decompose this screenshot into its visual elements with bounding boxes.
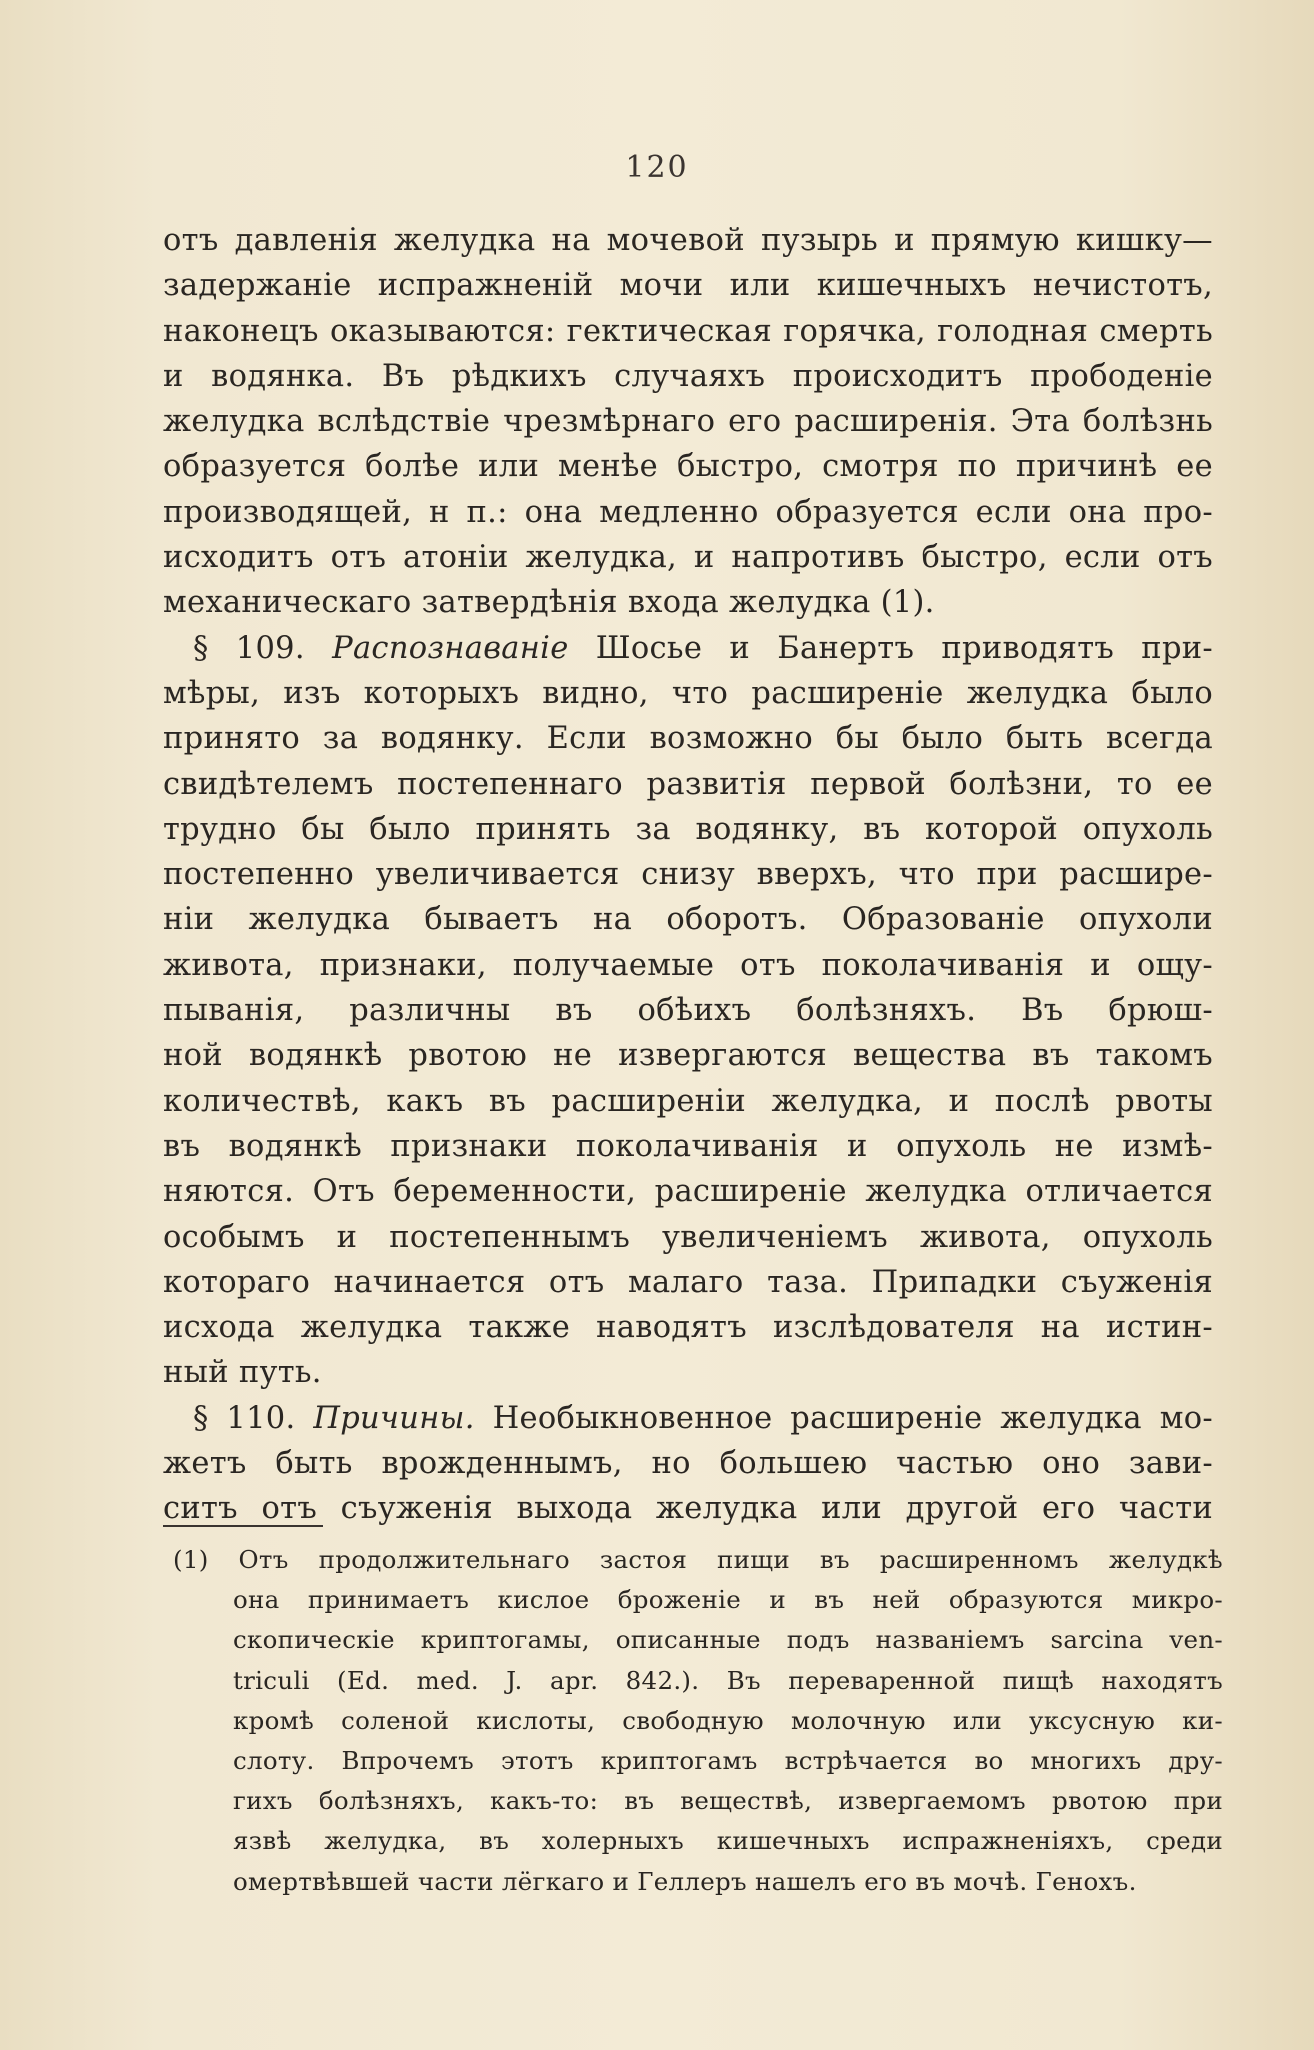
text-line: особымъ и постепеннымъ увеличеніемъ живота, опухоль <box>163 1219 1213 1255</box>
section-heading: Причины. <box>313 1400 475 1436</box>
text-line: няются. Отъ беременности, расширеніе желудка отличается <box>163 1174 1213 1210</box>
footnote-line: скопическіе криптогамы, описанные подъ названіемъ sarcina ven- <box>233 1625 1223 1655</box>
paragraph-109 <box>163 626 1213 1396</box>
footnote <box>163 1540 1223 1902</box>
text-line: отъ давленія желудка на мочевой пузырь и прямую кишку— <box>163 223 1213 258</box>
footnote-line: triculi (Ed. med. J. apr. 842.). Въ переваренной пищѣ находятъ <box>233 1665 1223 1695</box>
text-line: количествѣ, какъ въ расширеніи желудка, и послѣ рвоты <box>163 1083 1213 1119</box>
text-line: жетъ быть врожденнымъ, но большею частью оно зави- <box>163 1446 1213 1482</box>
text-line: пыванія, различны въ обѣихъ болѣзняхъ. Въ брюш- <box>163 993 1213 1029</box>
text-line: ной водянкѣ рвотою не извергаются вещества въ такомъ <box>163 1038 1213 1074</box>
text-line: живота, признаки, получаемые отъ поколачиванія и ощу- <box>163 947 1213 983</box>
section-heading: Распознаваніе <box>332 630 569 666</box>
text-line: Необыкновенное расширеніе желудка мо- <box>474 1400 1213 1436</box>
text-line: исходитъ отъ атоніи желудка, и напротивъ быстро, если отъ <box>163 540 1213 576</box>
text-line: котораго начинается отъ малаго таза. Припадки съуженія <box>163 1264 1213 1300</box>
text-line-with-heading <box>163 626 1213 671</box>
footnote-line: омертвѣвшей части лёгкаго и Геллеръ нашелъ его въ мочѣ. Генохъ. <box>233 1866 1137 1896</box>
text-line: Шосье и Банертъ приводятъ при- <box>568 630 1213 666</box>
footnote-divider <box>163 1525 323 1527</box>
text-line: принято за водянку. Если возможно бы было быть всегда <box>163 721 1213 757</box>
footnote-line: слоту. Впрочемъ этотъ криптогамъ встрѣчается во многихъ дру- <box>233 1745 1223 1775</box>
text-line: въ водянкѣ признаки поколачиванія и опухоль не измѣ- <box>163 1128 1213 1164</box>
text-line: наконецъ оказываются: гектическая горячка, голодная смерть <box>163 313 1213 349</box>
text-line: задержаніе испражненій мочи или кишечныхъ нечистотъ, <box>163 268 1213 304</box>
text-line: ный путь. <box>163 1355 322 1391</box>
footnote-line: гихъ болѣзняхъ, какъ-то: въ веществѣ, извергаемомъ рвотою при <box>233 1786 1223 1816</box>
section-mark: § 110. <box>193 1400 314 1436</box>
text-line: постепенно увеличивается снизу вверхъ, что при расшире- <box>163 857 1213 893</box>
paragraph-1 <box>163 218 1213 626</box>
text-line-with-heading <box>163 1396 1213 1441</box>
page-number: 120 <box>625 150 689 185</box>
text-line: мѣры, изъ которыхъ видно, что расширеніе желудка было <box>163 675 1213 711</box>
footnote-line: она принимаетъ кислое броженіе и въ ней образуются микро- <box>233 1585 1223 1615</box>
footnote-line: язвѣ желудка, въ холерныхъ кишечныхъ испражненіяхъ, среди <box>233 1826 1223 1856</box>
text-line: свидѣтелемъ постепеннаго развитія первой болѣзни, то ее <box>163 766 1213 802</box>
paragraph-110 <box>163 1396 1213 1532</box>
text-line: трудно бы было принять за водянку, въ которой опухоль <box>163 811 1213 847</box>
text-line: исхода желудка также наводятъ изслѣдователя на истин- <box>163 1310 1213 1346</box>
section-mark: § 109. <box>193 630 333 666</box>
text-line: механическаго затвердѣнія входа желудка (1). <box>163 585 935 621</box>
footnote-line: (1) Отъ продолжительнаго застоя пищи въ расширенномъ желудкѣ <box>173 1545 1223 1574</box>
text-line: образуется болѣе или менѣе быстро, смотря по причинѣ ее <box>163 449 1213 485</box>
text-line: желудка вслѣдствіе чрезмѣрнаго его расширенія. Эта болѣзнь <box>163 404 1213 440</box>
text-line: и водянка. Въ рѣдкихъ случаяхъ происходитъ прободеніе <box>163 358 1213 394</box>
main-text <box>163 218 1213 1532</box>
text-line: ніи желудка бываетъ на оборотъ. Образованіе опухоли <box>163 902 1213 938</box>
footnote-line: кромѣ соленой кислоты, свободную молочную или уксусную ки- <box>233 1705 1223 1735</box>
text-line: ситъ отъ съуженія выхода желудка или другой его части <box>163 1491 1213 1527</box>
text-line: производящей, н п.: она медленно образуется если она про- <box>163 494 1213 530</box>
